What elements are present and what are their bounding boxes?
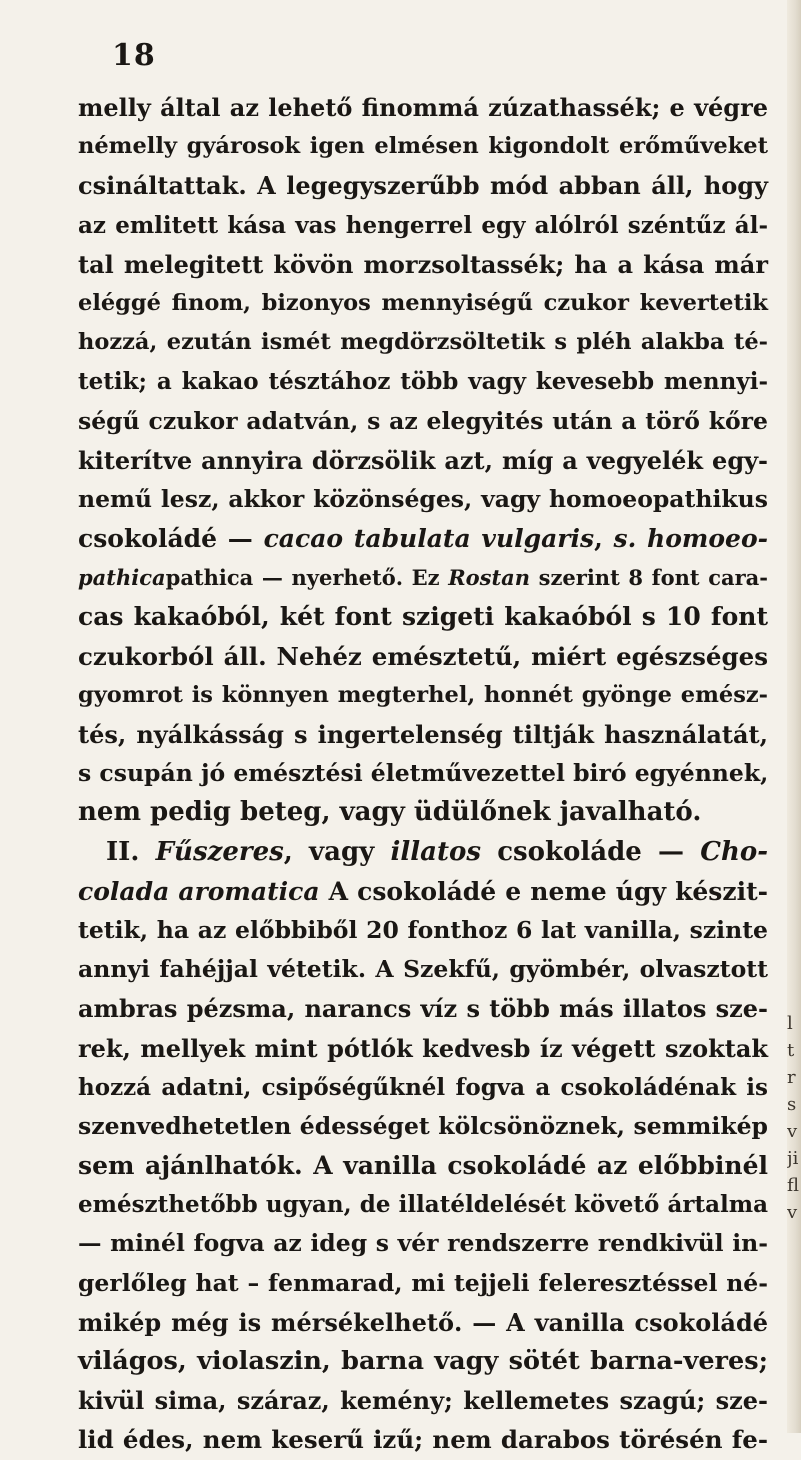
text-line: czukorból áll. Nehéz emésztetű, miért egészséges: [78, 641, 768, 671]
text-line: — minél fogva az ideg s vér rendszerre rendkivül in-: [78, 1229, 768, 1258]
text-line: tetik, ha az előbbiből 20 fonthoz 6 lat vanilla, szinte: [78, 915, 768, 944]
latin-term: Cho-: [700, 836, 768, 867]
text-line: szenvedhetetlen édességet kölcsönöznek, semmikép: [78, 1111, 768, 1140]
facing-glyph: ji: [787, 1148, 799, 1169]
text-line: ségű czukor adatván, s az elegyités után a törő kőre: [78, 406, 768, 435]
author-name: Rostan: [448, 565, 531, 591]
facing-glyph: s: [787, 1094, 797, 1115]
text-line: az emlitett kása vas hengerrel egy alólról széntűz ál-: [78, 211, 768, 239]
text-line: kiterítve annyira dörzsölik azt, míg a vegyelék egy-: [78, 445, 768, 475]
text-line: s csupán jó emésztési életművezettel biró egyénnek,: [78, 759, 769, 788]
text-line: [78, 519, 768, 558]
text-line: eléggé finom, bizonyos mennyiségű czukor kevertetik: [78, 289, 768, 316]
text-line: mikép még is mérsékelhető. — A vanilla csokoládé: [78, 1307, 768, 1337]
facing-glyph: r: [787, 1067, 796, 1088]
text-line: [78, 558, 768, 597]
text-line: gyomrot is könnyen megterhel, honnét gyönge emész-: [78, 681, 768, 708]
text-line: tetik; a kakao tésztához több vagy kevesebb mennyi-: [78, 368, 768, 396]
text-line: tés, nyálkásság s ingertelenség tiltják használatát,: [78, 720, 768, 749]
text-line: cas kakaóból, két font szigeti kakaóból s 10 font: [78, 602, 768, 632]
section-title: illatos: [390, 836, 481, 867]
text-line: rek, mellyek mint pótlók kedvesb íz végett szoktak: [78, 1033, 768, 1063]
text-line: emészthetőbb ugyan, de illatéldelését követő ártalma: [78, 1191, 768, 1219]
facing-page-glyphs: [787, 1010, 801, 1226]
text-line: kivül sima, száraz, kemény; kellemetes szagú; sze-: [78, 1386, 768, 1416]
facing-glyph: fl: [787, 1175, 800, 1196]
text-run: , vagy: [283, 836, 391, 867]
page-number: 18: [112, 38, 156, 73]
section-number: II.: [106, 836, 156, 867]
facing-glyph: l: [787, 1013, 793, 1034]
text-line: annyi fahéjjal vétetik. A Szekfű, gyömbér, olvasztott: [78, 955, 768, 984]
text-run: A csokoládé e neme úgy készit-: [319, 876, 768, 906]
text-line: világos, violaszin, barna vagy sötét barna-veres;: [78, 1346, 768, 1376]
text-run: csokoláde —: [480, 836, 701, 867]
text-run: ,: [594, 524, 614, 554]
text-run: pathica — nyerhető. Ez: [165, 565, 449, 591]
text-line: nemű lesz, akkor közönséges, vagy homoeopathikus: [78, 484, 768, 513]
facing-glyph: v: [787, 1121, 798, 1142]
text-line: hozzá adatni, csipőségűknél fogva a csokoládénak is: [78, 1073, 768, 1101]
text-run: szerint 8 font cara-: [530, 565, 768, 591]
latin-term: cacao tabulata vulgaris: [263, 524, 595, 554]
text-line: hozzá, ezután ismét megdörzsöltetik s pléh alakba té-: [78, 329, 768, 356]
latin-term: pathica: [78, 565, 166, 591]
text-line: nem pedig beteg, vagy üdülőnek javalható.: [78, 797, 702, 828]
text-line: lid édes, nem keserű izű; nem darabos törésén fe-: [78, 1425, 768, 1455]
facing-glyph: v: [787, 1202, 798, 1223]
section-title: Fűszeres: [155, 836, 284, 867]
body-text: [78, 88, 768, 1460]
text-line: tal melegitett kövön morzsoltassék; ha a kása már: [78, 249, 768, 279]
latin-term: s. homoeo-: [613, 524, 768, 554]
facing-glyph: t: [787, 1040, 795, 1061]
text-line: ambras pézsma, narancs víz s több más illatos sze-: [78, 994, 768, 1024]
text-line: sem ajánlhatók. A vanilla csokoládé az előbbinél: [78, 1151, 768, 1181]
text-line: melly által az lehető finommá zúzathassék; e végre: [78, 93, 768, 122]
text-line: gerlőleg hat – fenmarad, mi tejjeli feleresztéssel né-: [78, 1268, 768, 1297]
text-line: csináltattak. A legegyszerűbb mód abban áll, hogy: [78, 171, 768, 201]
text-line: némelly gyárosok igen elmésen kigondolt erőműveket: [78, 133, 768, 160]
text-run: csokoládé —: [78, 524, 264, 554]
latin-term: colada aromatica: [78, 876, 320, 906]
text-line: [78, 872, 768, 911]
section-heading-line: [78, 833, 768, 872]
